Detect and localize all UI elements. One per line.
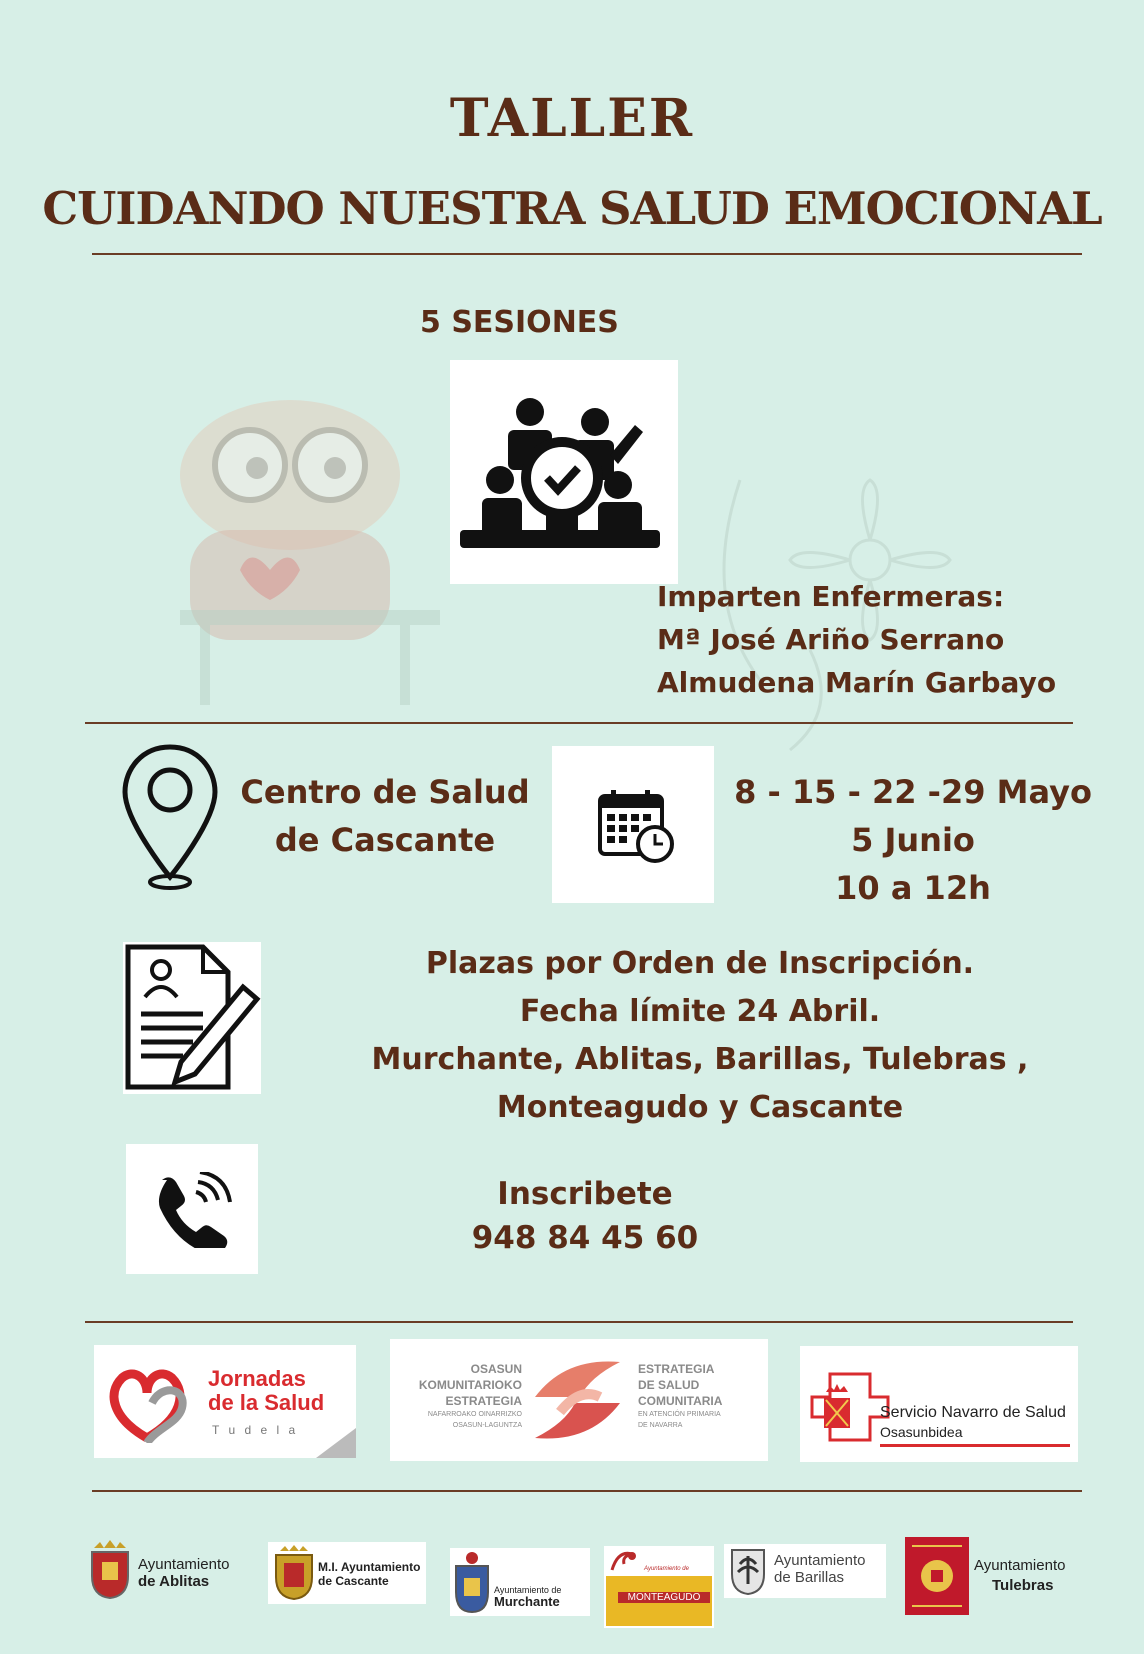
estrategia-right-line: ESTRATEGIA [638, 1362, 715, 1376]
phone-icon [152, 1172, 232, 1248]
cascante-line: de Cascante [318, 1574, 389, 1588]
estrategia-left-line: OSASUN [470, 1362, 522, 1376]
murchante-line: Murchante [494, 1594, 560, 1609]
tulebras-line: Tulebras [992, 1577, 1054, 1594]
jornadas-salud-logo [94, 1345, 356, 1458]
ablitas-shield-icon [88, 1540, 132, 1600]
schedule-dates-may: 8 - 15 - 22 -29 Mayo [734, 773, 1092, 811]
calendar-icon-box [552, 746, 714, 903]
location-line: de Cascante [274, 821, 496, 859]
cascante-shield-icon [272, 1545, 316, 1601]
nurse-name: Almudena Marín Garbayo [657, 666, 1057, 699]
tulebras-shield-icon [904, 1536, 970, 1616]
tulebras-council-logo [904, 1536, 1084, 1618]
jornadas-logo-mark [102, 1363, 192, 1443]
calendar-clock-icon [597, 788, 677, 864]
page-subtitle: CUIDANDO NUESTRA SALUD EMOCIONAL [42, 182, 1102, 235]
estrategia-right-line: COMUNITARIA [638, 1394, 723, 1408]
title-divider [92, 253, 1082, 255]
monteagudo-line: MONTEAGUDO [618, 1592, 710, 1603]
section-divider [85, 722, 1073, 724]
schedule-hours: 10 a 12h [835, 869, 991, 907]
estrategia-left-line: NAFARROAKO OINARRIZKO [427, 1411, 522, 1418]
jornadas-line: de la Salud [208, 1390, 325, 1415]
cascante-line: M.I. Ayuntamiento [318, 1560, 421, 1574]
registration-line: Murchante, Ablitas, Barillas, Tulebras , [371, 1042, 1029, 1077]
estrategia-hands-icon [530, 1357, 626, 1443]
contact-phone[interactable]: 948 84 45 60 [471, 1220, 699, 1256]
estrategia-right-line: DE SALUD [638, 1378, 700, 1392]
registration-line: Monteagudo y Cascante [496, 1090, 904, 1125]
group-idea-icon [450, 360, 678, 584]
contact-text [430, 1172, 740, 1260]
barillas-shield-icon [728, 1546, 768, 1596]
estrategia-left-line: ESTRATEGIA [445, 1394, 522, 1408]
nurses-heading: Imparten Enfermeras: [657, 580, 1005, 613]
monteagudo-emblem-icon [608, 1548, 644, 1574]
sessions-count: 5 SESIONES [420, 305, 619, 340]
schedule-dates-june: 5 Junio [851, 821, 975, 859]
footer-divider-bottom [92, 1490, 1082, 1492]
snds-name: Servicio Navarro de Salud [880, 1404, 1066, 1421]
estrategia-right-line: EN ATENCIÓN PRIMARIA [638, 1411, 721, 1418]
registration-line: Fecha límite 24 Abril. [519, 994, 881, 1029]
location-pin-icon [120, 742, 220, 892]
monteagudo-line: Ayuntamiento de [644, 1566, 689, 1572]
registration-line: Plazas por Orden de Inscripción. [425, 946, 975, 981]
jornadas-city: T u d e l a [212, 1423, 299, 1437]
jornadas-line: Jornadas [208, 1366, 306, 1391]
murchante-shield-icon [452, 1550, 492, 1614]
schedule-text [728, 768, 1098, 912]
servicio-navarro-salud-logo [800, 1346, 1078, 1462]
murchante-council-logo [450, 1548, 590, 1616]
form-pen-icon [123, 942, 261, 1094]
estrategia-salud-logo [390, 1339, 768, 1461]
registration-icon-box [123, 942, 261, 1094]
decorative-character-illustration [120, 380, 440, 710]
location-line: Centro de Salud [240, 773, 530, 811]
tulebras-line: Ayuntamiento [974, 1557, 1066, 1574]
estrategia-right-line: DE NAVARRA [638, 1422, 683, 1429]
nurses-section [657, 575, 1056, 704]
cascante-council-logo [268, 1542, 426, 1604]
phone-icon-box [126, 1144, 258, 1274]
footer-divider-top [85, 1321, 1073, 1323]
barillas-line: de Barillas [774, 1569, 845, 1586]
jornadas-corner-triangle [316, 1428, 356, 1458]
group-session-icon-box [450, 360, 678, 584]
snds-subname: Osasunbidea [880, 1424, 963, 1440]
snds-red-line [880, 1444, 1070, 1447]
nurse-name: Mª José Ariño Serrano [657, 623, 1005, 656]
contact-label: Inscribete [497, 1176, 673, 1212]
page-title: TALLER [449, 88, 695, 149]
ablitas-line: de Ablitas [138, 1573, 210, 1590]
navarra-crest-icon [810, 1372, 890, 1442]
monteagudo-council-logo [604, 1546, 714, 1628]
ablitas-council-logo [88, 1540, 248, 1602]
registration-text [300, 940, 1100, 1132]
estrategia-left-line: KOMUNITARIOKO [418, 1378, 522, 1392]
estrategia-left-line: OSASUN-LAGUNTZA [452, 1422, 522, 1429]
ablitas-line: Ayuntamiento [138, 1556, 230, 1573]
murchante-line: Ayuntamiento de [494, 1585, 562, 1595]
barillas-line: Ayuntamiento [774, 1552, 866, 1569]
barillas-council-logo [724, 1544, 886, 1598]
location-text [220, 768, 550, 864]
